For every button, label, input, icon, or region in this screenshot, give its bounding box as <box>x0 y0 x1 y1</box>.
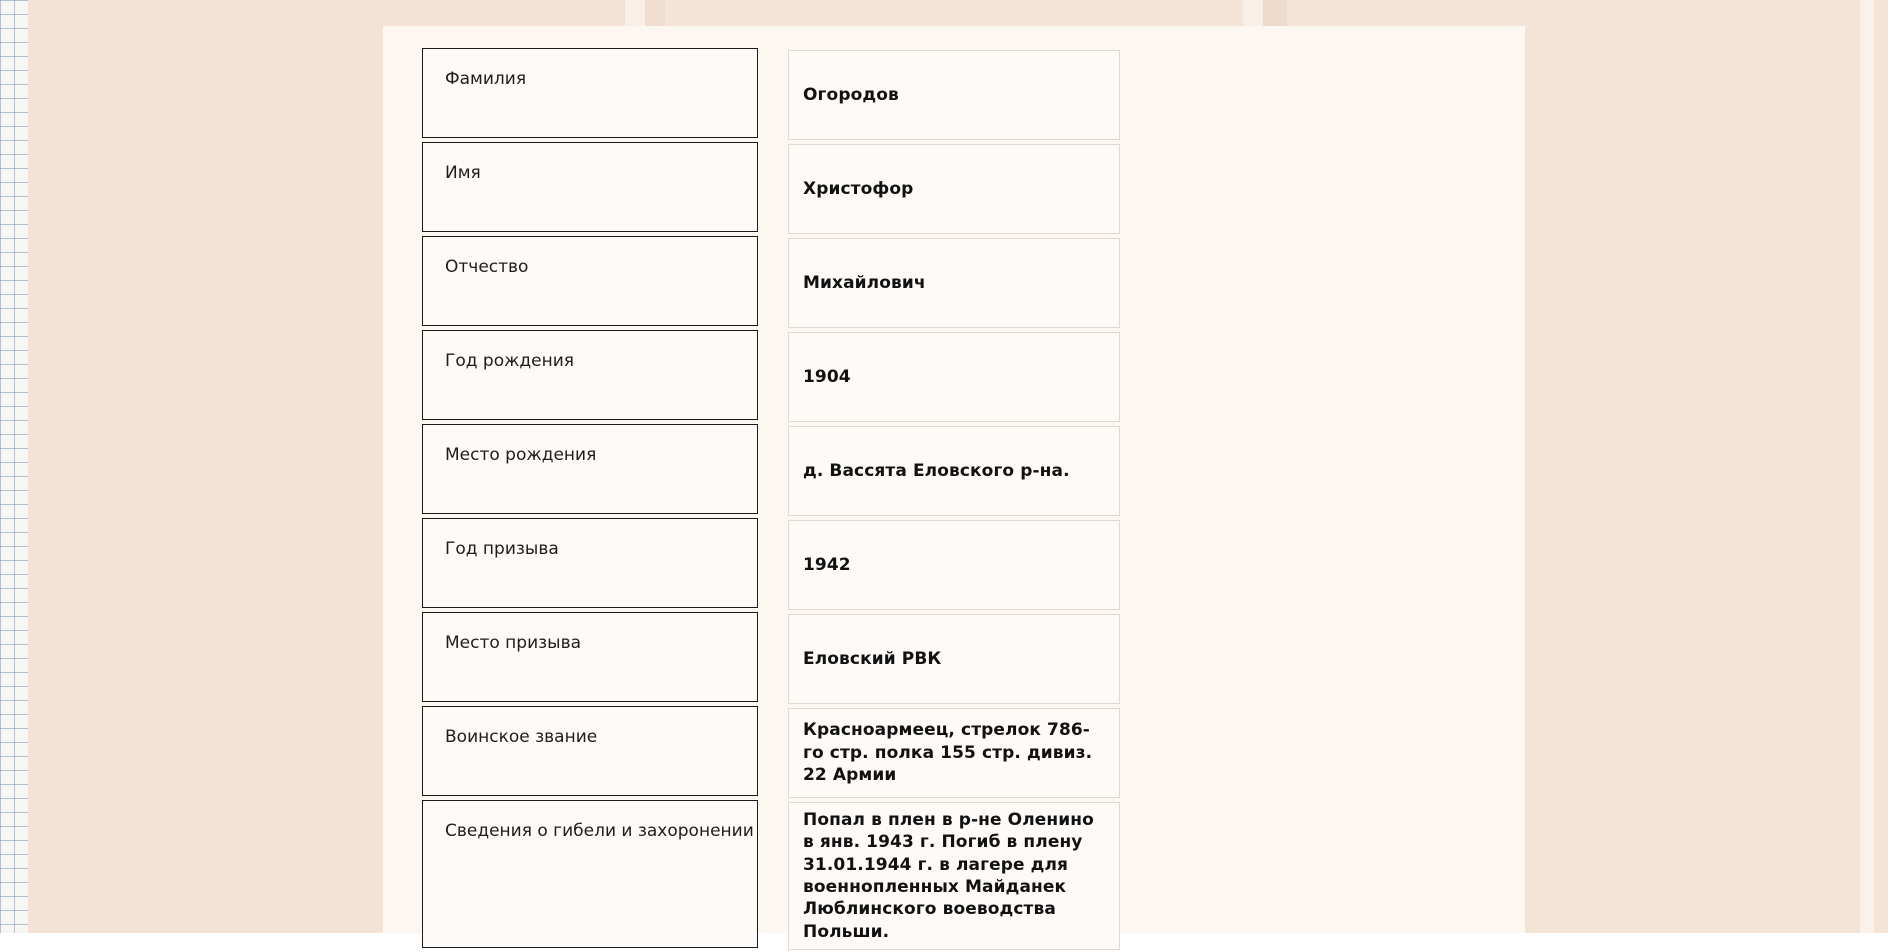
field-value-patronymic: Михайлович <box>788 238 1120 328</box>
field-label-firstname: Имя <box>422 142 758 232</box>
table-row <box>422 142 1120 234</box>
table-row <box>422 236 1120 328</box>
table-row <box>422 706 1120 798</box>
column-spacer <box>758 236 788 328</box>
column-spacer <box>758 142 788 234</box>
column-spacer <box>758 424 788 516</box>
field-value-birth-year: 1904 <box>788 332 1120 422</box>
field-label-birth-place: Место рождения <box>422 424 758 514</box>
table-row <box>422 48 1120 140</box>
column-spacer <box>758 706 788 798</box>
column-spacer <box>758 518 788 610</box>
table-row <box>422 800 1120 950</box>
field-label-military-rank: Воинское звание <box>422 706 758 796</box>
field-label-draft-place: Место призыва <box>422 612 758 702</box>
field-value-draft-place: Еловский РВК <box>788 614 1120 704</box>
field-value-surname: Огородов <box>788 50 1120 140</box>
field-label-patronymic: Отчество <box>422 236 758 326</box>
column-spacer <box>758 612 788 704</box>
field-value-birth-place: д. Вассята Еловского р-на. <box>788 426 1120 516</box>
table-row <box>422 424 1120 516</box>
column-spacer <box>758 48 788 140</box>
field-label-death-burial-info: Сведения о гибели и захоронении <box>422 800 758 948</box>
right-edge-strip-3 <box>1888 0 1903 933</box>
field-value-firstname: Христофор <box>788 144 1120 234</box>
table-row <box>422 518 1120 610</box>
column-spacer <box>758 330 788 422</box>
table-row <box>422 612 1120 704</box>
field-value-draft-year: 1942 <box>788 520 1120 610</box>
field-value-death-burial-info: Попал в плен в р-не Оленино в янв. 1943 г. Погиб в плену 31.01.1944 г. в лагере для военнопленных Майданек Люблинского воеводства Польши. <box>788 802 1120 950</box>
grid-paper-strip <box>0 0 29 933</box>
table-row <box>422 330 1120 422</box>
field-label-surname: Фамилия <box>422 48 758 138</box>
right-edge-strip-1 <box>1860 0 1874 933</box>
field-label-birth-year: Год рождения <box>422 330 758 420</box>
field-label-draft-year: Год призыва <box>422 518 758 608</box>
record-table <box>422 48 1120 952</box>
column-spacer <box>758 800 788 950</box>
field-value-military-rank: Красноармеец, стрелок 786-го стр. полка 155 стр. дивиз. 22 Армии <box>788 708 1120 798</box>
right-edge-strip-2 <box>1874 0 1888 933</box>
